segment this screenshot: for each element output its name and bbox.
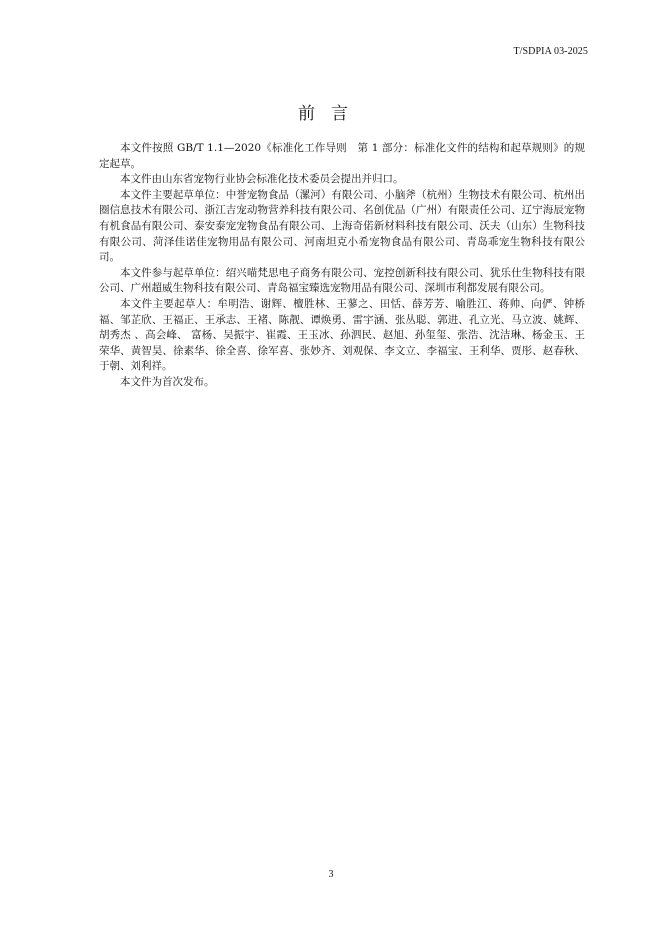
paragraph-main-drafting-units: 本文件主要起草单位：中誉宠物食品（漯河）有限公司、小脑斧（杭州）生物技术有限公司、杭州出圈信息技术有限公司、浙江吉宠动物营养科技有限公司、名创优品（广州）有限责任公司、辽宁海辰宠物有机食品有限公司、泰安泰宠宠物食品有限公司、上海奇偌新材料科技有限公司、沃夫（山东）生物科技有限公司、菏泽佳诺佳宠物用品有限公司、河南坦克小希宠物食品有限公司、青岛乖宠生物科技有限公司。	[99, 188, 585, 264]
paragraph-drafting-rules: 本文件按照 GB/T 1.1—2020《标准化工作导则 第 1 部分：标准化文件的结构和起草规则》的规定起草。	[99, 142, 585, 170]
paragraph-proposer: 本文件由山东省宠物行业协会标准化技术委员会提出并归口。	[120, 173, 404, 186]
page-number: 3	[328, 869, 334, 880]
paragraph-first-release: 本文件为首次发布。	[120, 375, 215, 388]
page-title: 前言	[298, 104, 364, 125]
paragraph-main-drafters: 本文件主要起草人：牟明浩、谢辉、檀胜林、王蓼之、田恬、薛芳芳、喻胜江、蒋帅、向俨、钟桥福、邹芷欣、王福正、王承志、王褚、陈靓、谭焕勇、雷宇涵、张丛聪、郭进、孔立光、马立波、姚辉、胡秀杰 、高会峰、 富杨、吴振宇、崔霞、王玉冰、孙泗民、赵旭、孙玺玺、张浩、沈洁琳、杨金玉、王荣华、黄智昊、徐素华、徐全喜、徐军喜、张妙齐、刘观保、李文立、李福宝、王利华、贾彤、赵春秋、于朝、刘利祥。	[99, 297, 585, 373]
standard-code: T/SDPIA 03-2025	[513, 46, 588, 57]
paragraph-participating-units: 本文件参与起草单位：绍兴喵梵思电子商务有限公司、宠控创新科技有限公司、犹乐仕生物科技有限公司、广州超威生物科技有限公司、青岛福宝臻选宠物用品有限公司、深圳市利都发展有限公司。	[99, 266, 585, 295]
foreword-body	[99, 141, 585, 391]
